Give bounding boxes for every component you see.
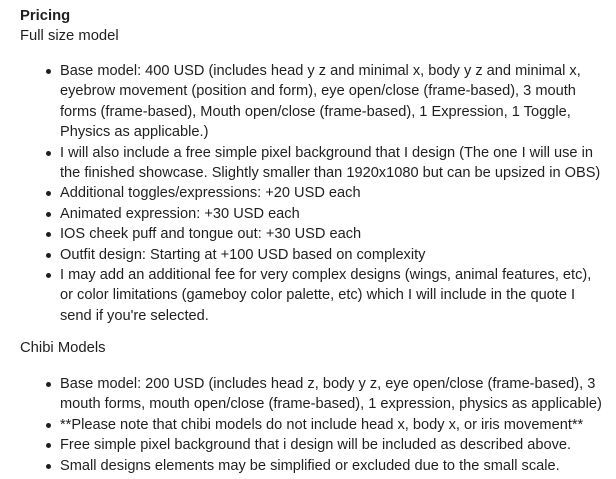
bullet-icon (46, 212, 51, 217)
list-item-text: IOS cheek puff and tongue out: +30 USD each (60, 226, 362, 243)
list-item-text: Base model: 400 USD (includes head y z and minimal x, body y z and minimal x, eyebrow movement (position and form), eye open/close (frame-based), 3 mouth forms (frame-based), Mouth open/close (frame-based), 1 Expression, 1 Toggle, Physics as applicable.) (60, 63, 581, 141)
list-item-text: I may add an additional fee for very complex designs (wings, animal features, etc), or color limitations (gameboy color palette, etc) which I will include in the quote I send if you're selected. (60, 267, 592, 324)
bullet-icon (46, 69, 51, 74)
bullet-icon (46, 443, 51, 448)
bullet-icon (46, 423, 51, 428)
pricing-title: Pricing (20, 8, 71, 24)
bullet-icon (46, 464, 51, 469)
bullet-icon (46, 253, 51, 258)
list-item-text: Base model: 200 USD (includes head z, body y z, eye open/close (frame-based), 3 mouth forms, mouth open/close (frame-based), 1 expression, physics as applicable) (60, 376, 602, 413)
list-item (0, 374, 612, 415)
full-size-heading: Full size model (20, 28, 119, 44)
list-item (0, 204, 612, 224)
list-item-text: Free simple pixel background that i design will be included as described above. (60, 437, 572, 454)
chibi-list (0, 374, 612, 476)
list-item-text: Animated expression: +30 USD each (60, 205, 300, 222)
full-size-list (0, 61, 612, 326)
bullet-icon (46, 232, 51, 237)
bullet-icon (46, 382, 51, 387)
list-item (0, 224, 612, 244)
list-item (0, 61, 612, 143)
list-item-text: **Please note that chibi models do not include head x, body x, or iris movement** (60, 416, 584, 433)
list-item-text: Additional toggles/expressions: +20 USD each (60, 185, 361, 202)
bullet-icon (46, 191, 51, 196)
list-item-text: Small designs elements may be simplified or excluded due to the small scale. (60, 457, 560, 474)
list-item (0, 435, 612, 455)
list-item (0, 456, 612, 476)
list-item (0, 245, 612, 265)
list-item (0, 143, 612, 184)
chibi-heading: Chibi Models (20, 340, 106, 356)
bullet-icon (46, 273, 51, 278)
list-item (0, 415, 612, 435)
bullet-icon (46, 151, 51, 156)
list-item-text: I will also include a free simple pixel background that I design (The one I will use in the finished showcase. Slightly smaller than 1920x1080 but can be upsized in OBS) (60, 144, 601, 182)
list-item (0, 183, 612, 203)
list-item-text: Outfit design: Starting at +100 USD based on complexity (60, 246, 426, 263)
list-item (0, 265, 612, 326)
